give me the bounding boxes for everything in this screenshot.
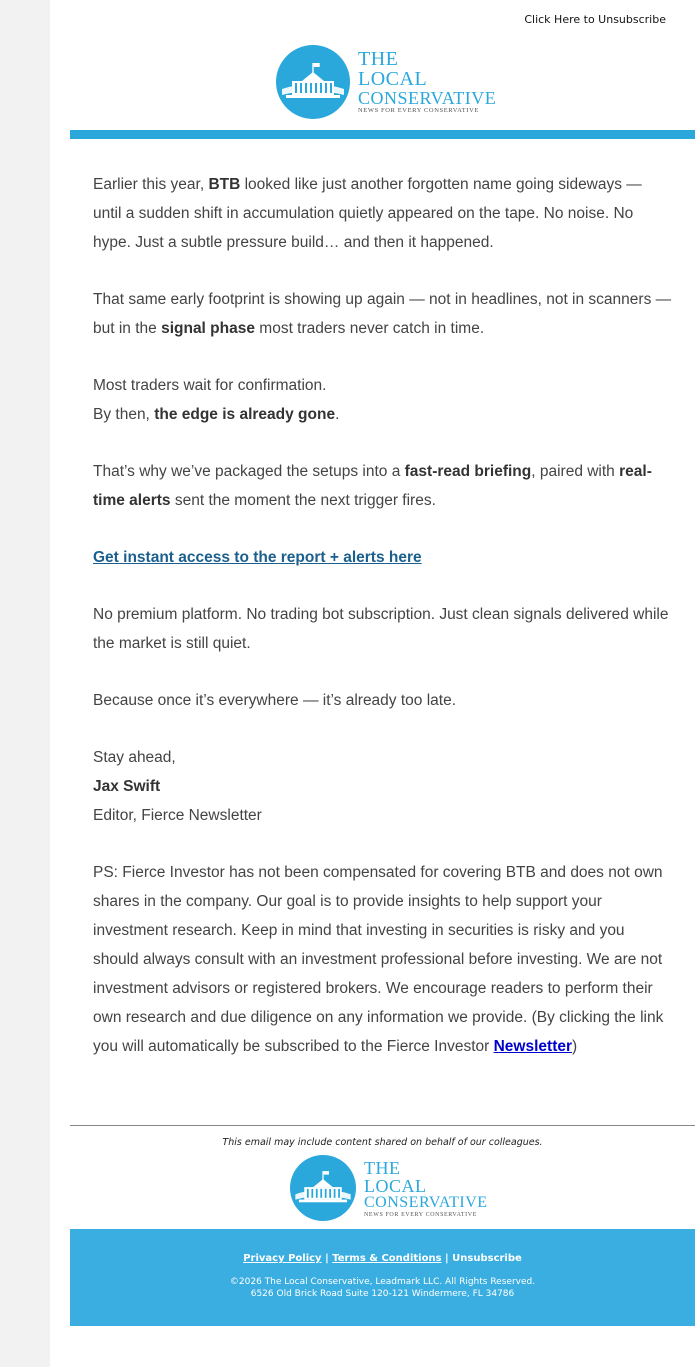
logo-tagline: NEWS FOR EVERY CONSERVATIVE <box>358 107 479 115</box>
ticker-symbol: BTB <box>208 176 241 193</box>
paragraph-briefing: That’s why we’ve packaged the setups into a fast-read briefing, paired with real-time alerts sent the moment the next trigger fires. <box>93 463 652 509</box>
paragraph-intro: Earlier this year, BTB looked like just another forgotten name going sideways — until a sudden shift in accumulation quietly appeared on the tape. No noise. No hype. Just a subtle pressure build… and then it happened. <box>93 176 642 251</box>
logo-text-conservative: CONSERVATIVE <box>364 1193 488 1211</box>
ps-disclaimer: PS: Fierce Investor has not been compensated for covering BTB and does not own shares in the company. Our goal is to provide insights to help support your investment research. Keep in mind that investing in securities is risky and you should always consult with an investment professional before investing. We are not investment advisors or registered brokers. We encourage readers to perform their own research and due diligence on any information we provide. (By clicking the link you will automatically be subscribed to the Fierce Investor Newsletter) <box>93 864 664 1055</box>
newsletter-link[interactable]: Newsletter <box>493 1038 573 1055</box>
signoff: Stay ahead, <box>93 749 176 766</box>
logo-text-the: THE <box>364 1157 401 1178</box>
cta-access-link[interactable]: Get instant access to the report + alerts here <box>93 549 422 566</box>
footer-bar <box>70 1229 695 1326</box>
privacy-policy-link[interactable]: Privacy Policy <box>243 1253 322 1264</box>
unsubscribe-link-footer[interactable]: Unsubscribe <box>452 1253 522 1264</box>
logo-text-local: LOCAL <box>364 1175 427 1196</box>
paragraph-too-late: Because once it’s everywhere — it’s already too late. <box>93 692 457 709</box>
author-name: Jax Swift <box>93 778 161 795</box>
paragraph-confirmation: Most traders wait for confirmation. By then, the edge is already gone. <box>93 377 340 423</box>
paragraph-signal: That same early footprint is showing up again — not in headlines, not in scanners — but in the signal phase most traders never catch in time. <box>93 291 672 337</box>
logo-header <box>276 45 496 119</box>
terms-link[interactable]: Terms & Conditions <box>332 1253 442 1264</box>
white-house-logo-icon <box>276 45 350 119</box>
left-gutter <box>0 0 50 1367</box>
address-text: 6526 Old Brick Road Suite 120-121 Windermere, FL 34786 <box>250 1289 515 1299</box>
footer-separator: | <box>325 1253 329 1264</box>
footer-separator: | <box>445 1253 449 1264</box>
footer-legal <box>70 1276 695 1300</box>
email-body <box>50 0 700 1367</box>
footer-divider <box>70 1125 695 1126</box>
white-house-logo-icon <box>290 1155 356 1221</box>
footer-links <box>70 1253 695 1264</box>
logo-tagline: NEWS FOR EVERY CONSERVATIVE <box>364 1211 477 1218</box>
signature-block <box>93 743 673 830</box>
cta-paragraph <box>93 543 673 572</box>
logo-text-the: THE <box>358 48 399 71</box>
header-accent-bar <box>70 130 695 139</box>
paragraph-no-premium: No premium platform. No trading bot subscription. Just clean signals delivered while the market is still quiet. <box>93 606 669 652</box>
logo-text-local: LOCAL <box>358 68 428 91</box>
author-title: Editor, Fierce Newsletter <box>93 807 262 824</box>
message-content <box>93 170 673 1089</box>
logo-footer <box>290 1155 488 1221</box>
unsubscribe-link-top[interactable]: Click Here to Unsubscribe <box>524 13 666 26</box>
colleagues-note: This email may include content shared on behalf of our colleagues. <box>222 1137 543 1148</box>
copyright-text: ©2026 The Local Conservative, Leadmark LLC. All Rights Reserved. <box>229 1277 536 1287</box>
logo-text-conservative: CONSERVATIVE <box>358 88 497 109</box>
